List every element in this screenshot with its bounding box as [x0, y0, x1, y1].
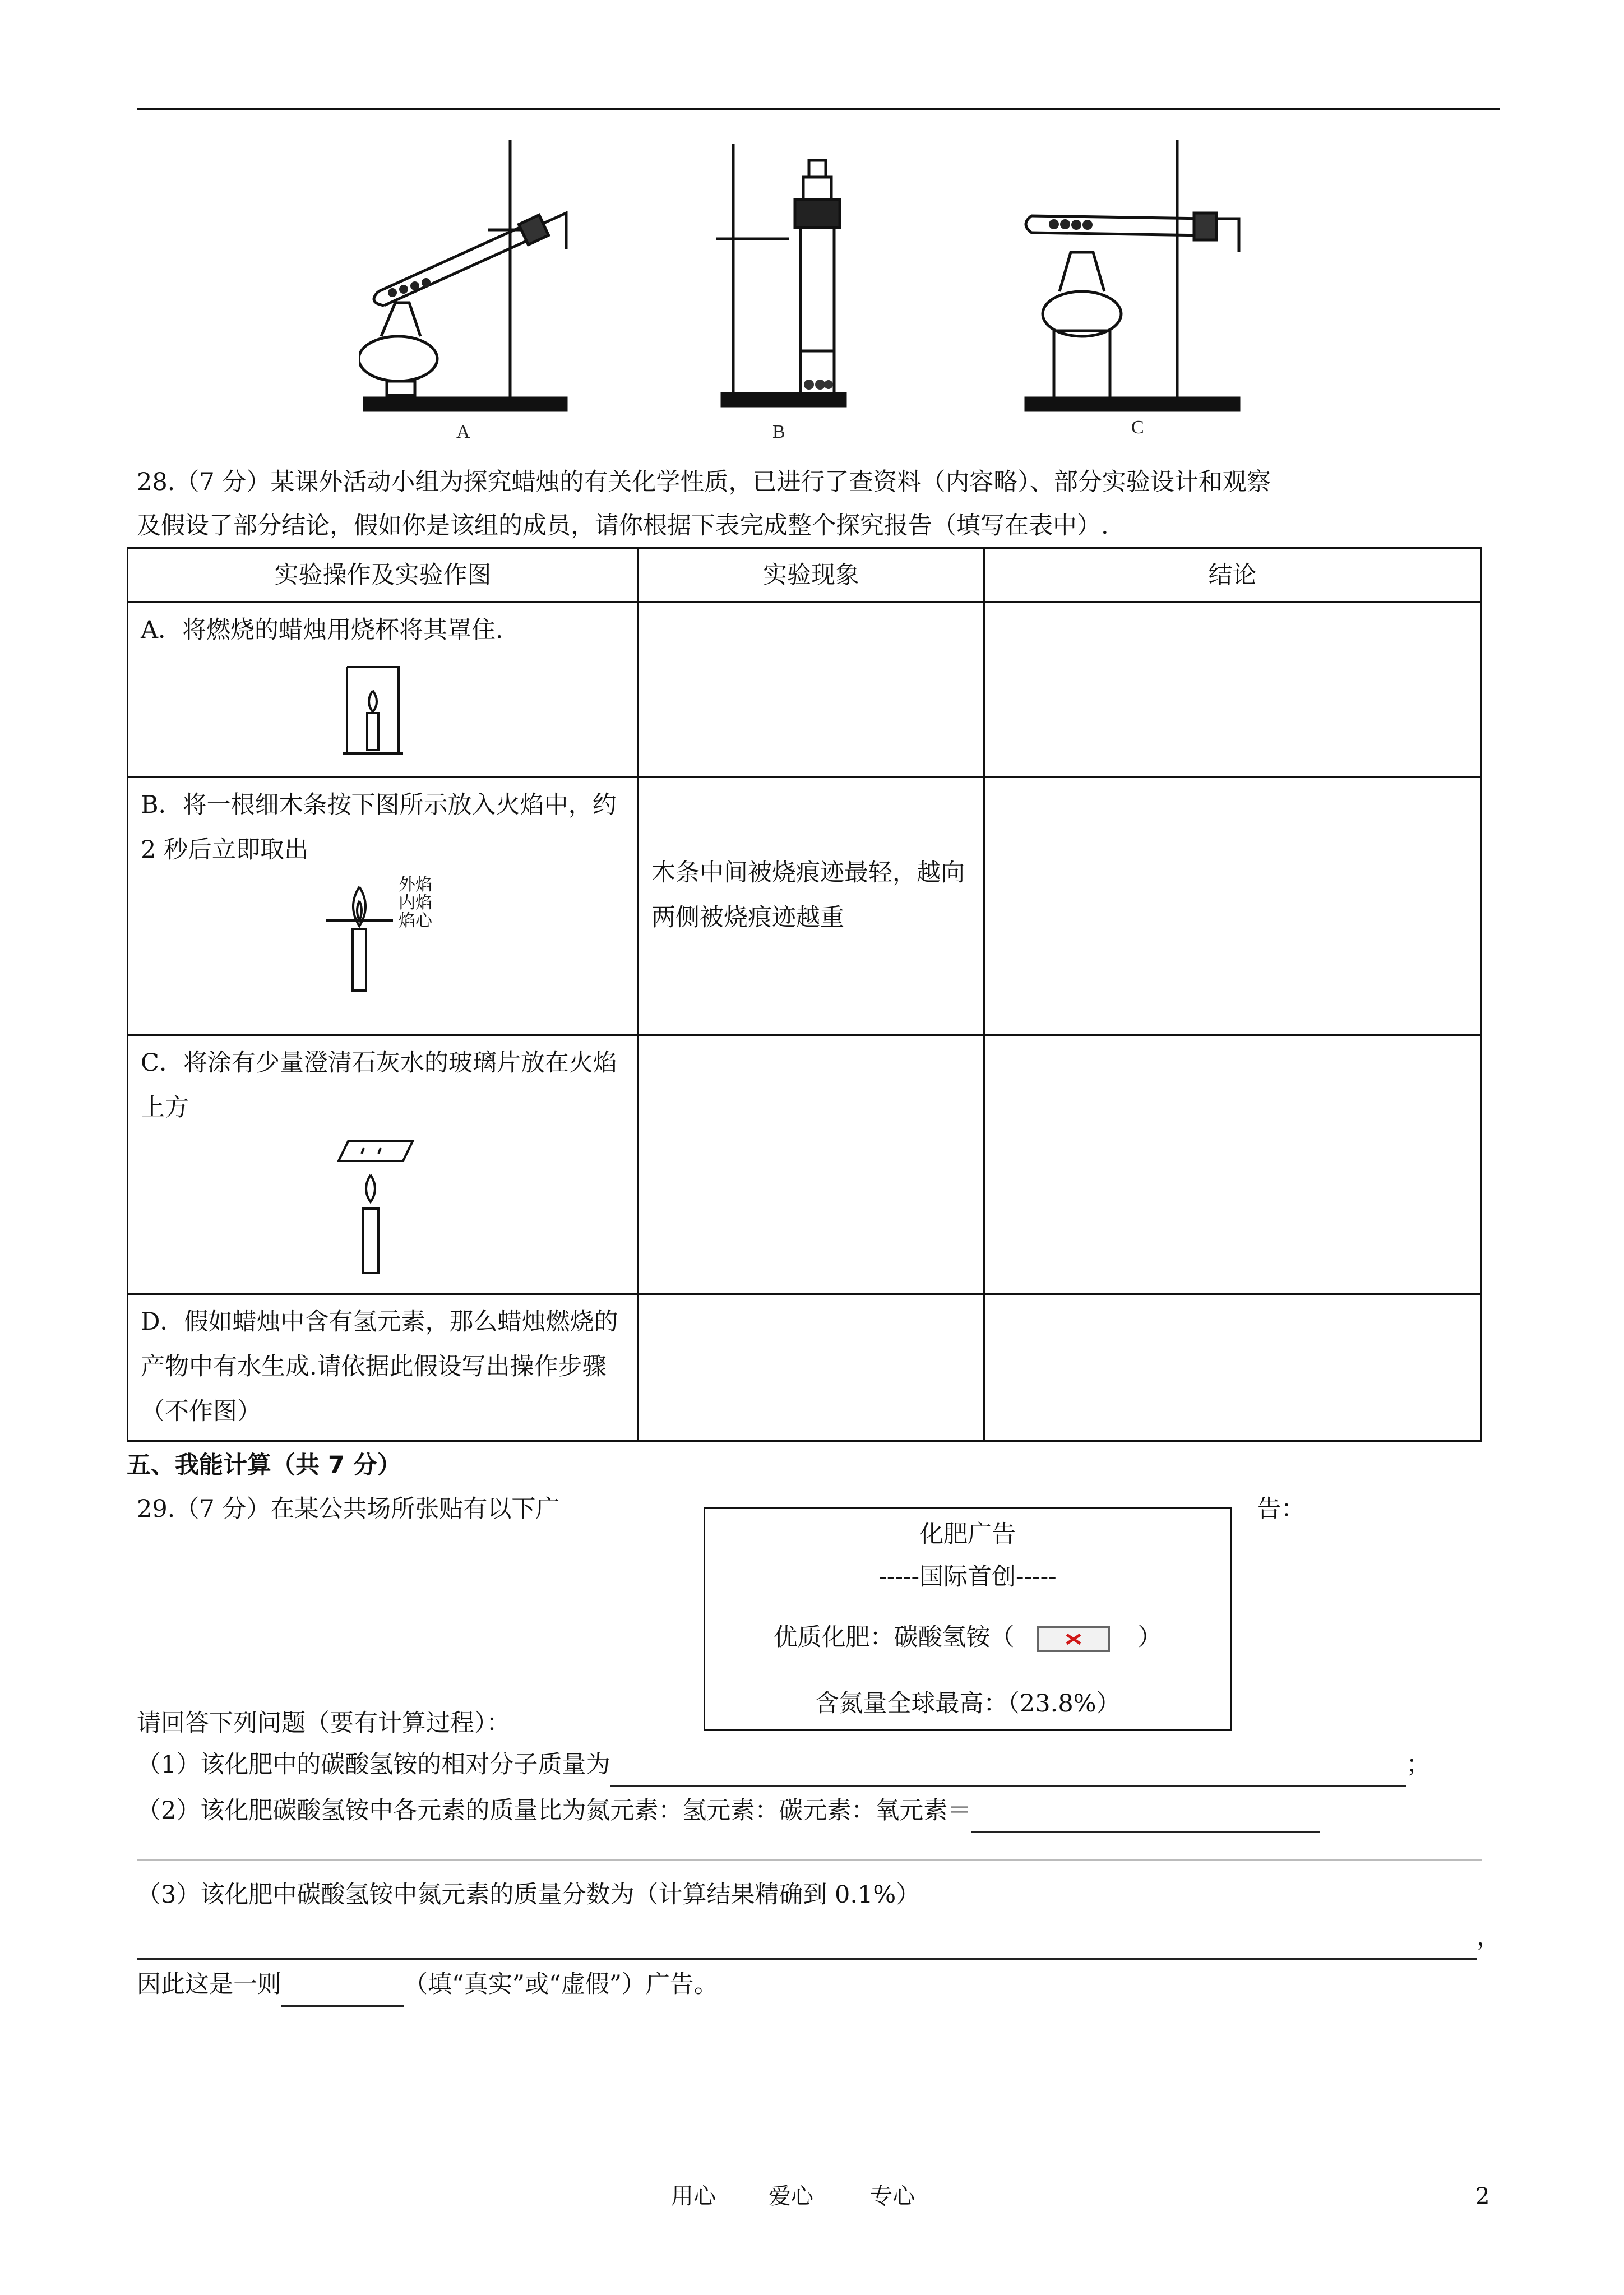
q29-sub3-line	[137, 1915, 1501, 1960]
row-a-operation: A．将燃烧的蜡烛用烧杯将其罩住.	[141, 616, 503, 644]
ad-nitrogen-claim: 含氮量全球最高：（23.8%）	[815, 1690, 1121, 1718]
final-prefix: 因此这是一则	[137, 1970, 281, 1998]
flame-label-inner: 内焰	[399, 893, 432, 913]
row-c-operation: C．将涂有少量澄清石灰水的玻璃片放在火焰上方	[141, 1049, 617, 1122]
row-d-conclusion[interactable]	[984, 1294, 1481, 1441]
broken-image-icon	[1037, 1626, 1110, 1652]
q29-sub3: （3）该化肥中碳酸氢铵中氮元素的质量分数为（计算结果精确到 0.1%）	[137, 1881, 920, 1909]
figure-label-b: B	[772, 422, 785, 442]
header-rule	[137, 108, 1500, 110]
footer-motto-1: 用心	[671, 2183, 716, 2209]
header-operation: 实验操作及实验作图	[128, 548, 639, 603]
figure-label-c: C	[1131, 417, 1144, 438]
sub2-answer-blank[interactable]	[971, 1803, 1320, 1833]
q29-sub2	[137, 1788, 1320, 1833]
q29-sub1	[137, 1742, 1430, 1787]
q29-intro-right: 告：	[1257, 1495, 1305, 1523]
row-b-operation: B．将一根细木条按下图所示放入火焰中，约 2 秒后立即取出	[141, 791, 617, 864]
true-false-blank[interactable]	[281, 1977, 404, 2007]
sub3-answer-blank[interactable]	[137, 1930, 1477, 1960]
inquiry-report-table	[127, 547, 1482, 1442]
ad-product-suffix: ）	[1137, 1623, 1162, 1651]
beaker-candle-icon	[343, 663, 404, 758]
footer-motto-3: 专心	[870, 2183, 915, 2209]
header-conclusion: 结论	[984, 548, 1481, 603]
row-d-phenomenon[interactable]	[639, 1294, 984, 1441]
header-phenomenon: 实验现象	[639, 548, 984, 603]
table-row	[128, 603, 1481, 778]
row-b-conclusion[interactable]	[984, 778, 1481, 1035]
apparatus-b-figure	[711, 138, 857, 418]
q29-final	[137, 1962, 718, 2007]
row-c-phenomenon[interactable]	[639, 1035, 984, 1294]
sub2-label: （2）该化肥碳酸氢铵中各元素的质量比为氮元素：氢元素：碳元素：氧元素＝	[137, 1797, 972, 1825]
q29-intro-left: 29.（7 分）在某公共场所张贴有以下广	[137, 1495, 560, 1523]
flame-label-outer: 外焰	[399, 875, 432, 895]
table-row	[128, 1294, 1481, 1441]
fertilizer-ad-box	[704, 1507, 1232, 1731]
ad-product-line	[705, 1621, 1230, 1654]
footer-motto-2: 爱心	[769, 2183, 813, 2209]
ad-title: 化肥广告	[919, 1520, 1016, 1548]
apparatus-a-figure	[359, 135, 572, 426]
table-row	[128, 1035, 1481, 1294]
sub1-end: ；	[1406, 1751, 1431, 1779]
q28-intro-line2: 及假设了部分结论，假如你是该组的成员，请你根据下表完成整个探究报告（填写在表中）.	[137, 512, 1109, 540]
row-a-conclusion[interactable]	[984, 603, 1481, 778]
row-d-operation: D．假如蜡烛中含有氢元素，那么蜡烛燃烧的产物中有水生成.请依据此假设写出操作步骤（不作图）	[141, 1308, 618, 1426]
q29-ask: 请回答下列问题（要有计算过程）：	[137, 1709, 511, 1737]
final-suffix: （填“真实”或“虚假”）广告。	[404, 1970, 718, 1998]
flame-zones-figure	[326, 876, 494, 993]
row-a-phenomenon[interactable]	[639, 603, 984, 778]
sub3-end: ，	[1477, 1923, 1501, 1951]
sub1-answer-blank[interactable]	[610, 1757, 1406, 1787]
sub2-answer-line[interactable]	[137, 1859, 1482, 1861]
table-row	[128, 778, 1481, 1035]
row-b-phenomenon: 木条中间被烧痕迹最轻，越向两侧被烧痕迹越重	[651, 858, 965, 932]
glass-plate-candle-icon	[337, 1136, 415, 1276]
row-c-conclusion[interactable]	[984, 1035, 1481, 1294]
apparatus-c-figure	[1020, 135, 1244, 426]
q28-intro-line1: 28.（7 分）某课外活动小组为探究蜡烛的有关化学性质，已进行了查资料（内容略）、部分实验设计和观察	[137, 468, 1271, 496]
ad-product-prefix: 优质化肥：碳酸氢铵（	[773, 1623, 1015, 1651]
flame-label-core: 焰心	[399, 911, 432, 931]
figure-label-a: A	[456, 422, 470, 442]
section-five-title: 五、我能计算（共 7 分）	[127, 1451, 401, 1479]
ad-subtitle: -----国际首创-----	[878, 1563, 1057, 1591]
page-number: 2	[1475, 2183, 1490, 2209]
sub1-label: （1）该化肥中的碳酸氢铵的相对分子质量为	[137, 1751, 610, 1779]
